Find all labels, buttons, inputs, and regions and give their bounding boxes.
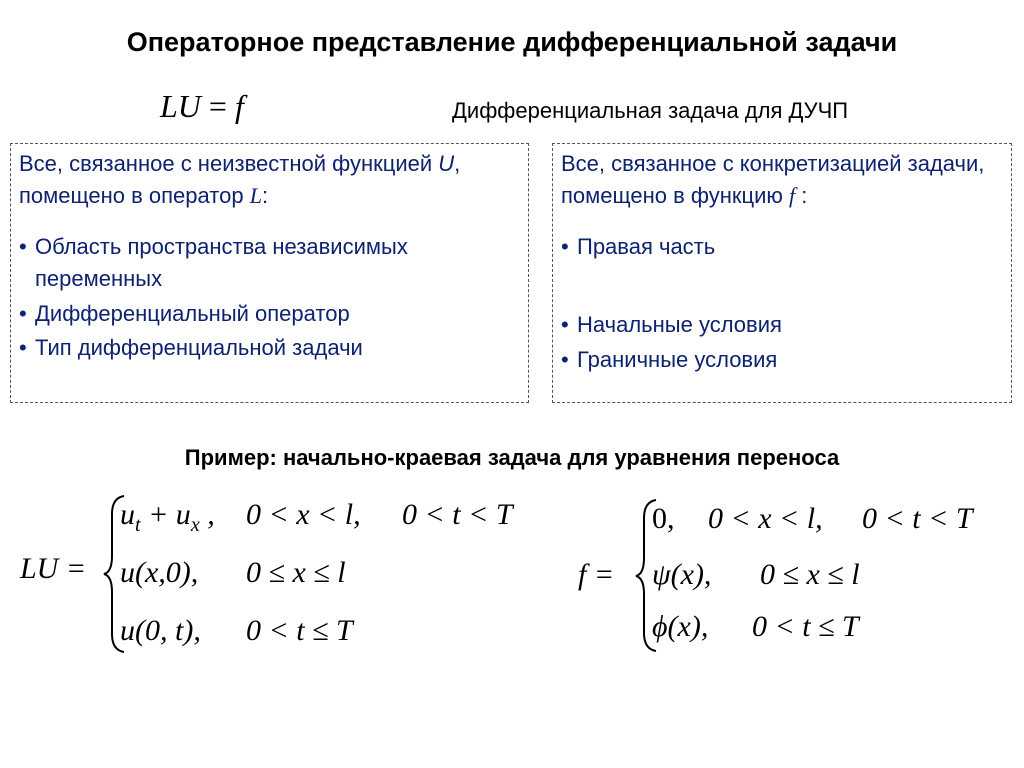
example-title: Пример: начально-краевая задача для уравнения переноса bbox=[184, 445, 840, 470]
intro-text-1: Все, связанное с неизвестной функцией bbox=[19, 151, 433, 176]
f-row-3-cond1: 0 < t ≤ T bbox=[752, 610, 859, 643]
list-item-text: Дифференциальный оператор bbox=[35, 300, 350, 326]
operator-box bbox=[10, 143, 529, 403]
f-lhs bbox=[578, 558, 614, 592]
lu-row-3-expr: u(0, t), bbox=[120, 614, 201, 647]
list-item bbox=[19, 231, 520, 294]
equation-lhs: LU bbox=[160, 88, 201, 124]
bullet-icon: • bbox=[561, 234, 569, 260]
lu-row-2-expr: u(x,0), bbox=[120, 556, 199, 589]
intro-colon: : bbox=[801, 182, 808, 208]
subtitle: Дифференциальная задача для ДУЧП bbox=[452, 98, 849, 123]
function-box-intro bbox=[561, 148, 1003, 211]
f-row-1-cond1: 0 < x < l, bbox=[708, 502, 823, 535]
list-item bbox=[19, 298, 520, 330]
operator-box-intro bbox=[19, 148, 520, 211]
operator-equation bbox=[160, 88, 244, 125]
f-row-2-expr: ψ(x), bbox=[652, 558, 712, 591]
list-item-text: Правая часть bbox=[577, 234, 716, 260]
equation-rhs: f bbox=[234, 88, 244, 124]
intro-fn-f: f bbox=[789, 182, 796, 208]
lu-row-3-cond1: 0 < t ≤ T bbox=[246, 614, 353, 647]
lu-row-1-cond1: 0 < x < l, bbox=[246, 498, 361, 531]
bullet-icon: • bbox=[19, 234, 27, 260]
bullet-icon: • bbox=[19, 300, 27, 326]
list-item bbox=[19, 332, 520, 364]
intro-text: Все, связанное с конкретизацией задачи, помещено в функцию bbox=[561, 151, 985, 208]
f-row-1-cond2: 0 < t < T bbox=[862, 502, 973, 535]
lu-lhs bbox=[20, 552, 86, 586]
bullet-icon: • bbox=[19, 335, 27, 361]
f-row-1-expr: 0, bbox=[652, 502, 675, 535]
lu-row-1-cond2: 0 < t < T bbox=[402, 498, 513, 531]
f-lhs-text: f = bbox=[578, 558, 615, 591]
list-item-text: Тип дифференциальной задачи bbox=[35, 335, 363, 361]
list-item-text: Граничные условия bbox=[577, 346, 778, 372]
lu-lhs-text: LU = bbox=[20, 552, 87, 585]
list-item bbox=[561, 344, 1003, 376]
bullet-icon: • bbox=[561, 346, 569, 372]
intro-var-u: U bbox=[438, 151, 455, 176]
list-item-text: Область пространства независимых переменных bbox=[35, 234, 408, 292]
intro-op-l: L bbox=[249, 182, 262, 208]
equation-equals: = bbox=[208, 88, 227, 124]
intro-text-2: , помещено в оператор bbox=[19, 151, 461, 208]
f-row-3-expr: ϕ(x), bbox=[652, 610, 709, 643]
page-title: Операторное представление дифференциальной задачи bbox=[126, 27, 898, 57]
list-item bbox=[561, 309, 1003, 341]
list-item bbox=[561, 231, 1003, 263]
f-row-2-cond1: 0 ≤ x ≤ l bbox=[760, 558, 860, 591]
lu-row-2-cond1: 0 ≤ x ≤ l bbox=[246, 556, 346, 589]
lu-row-1-expr: $u_t + u_x$ , bbox=[120, 498, 215, 536]
function-box bbox=[552, 143, 1012, 403]
intro-colon: : bbox=[261, 182, 269, 208]
bullet-icon: • bbox=[561, 312, 569, 338]
list-item-text: Начальные условия bbox=[577, 312, 782, 338]
